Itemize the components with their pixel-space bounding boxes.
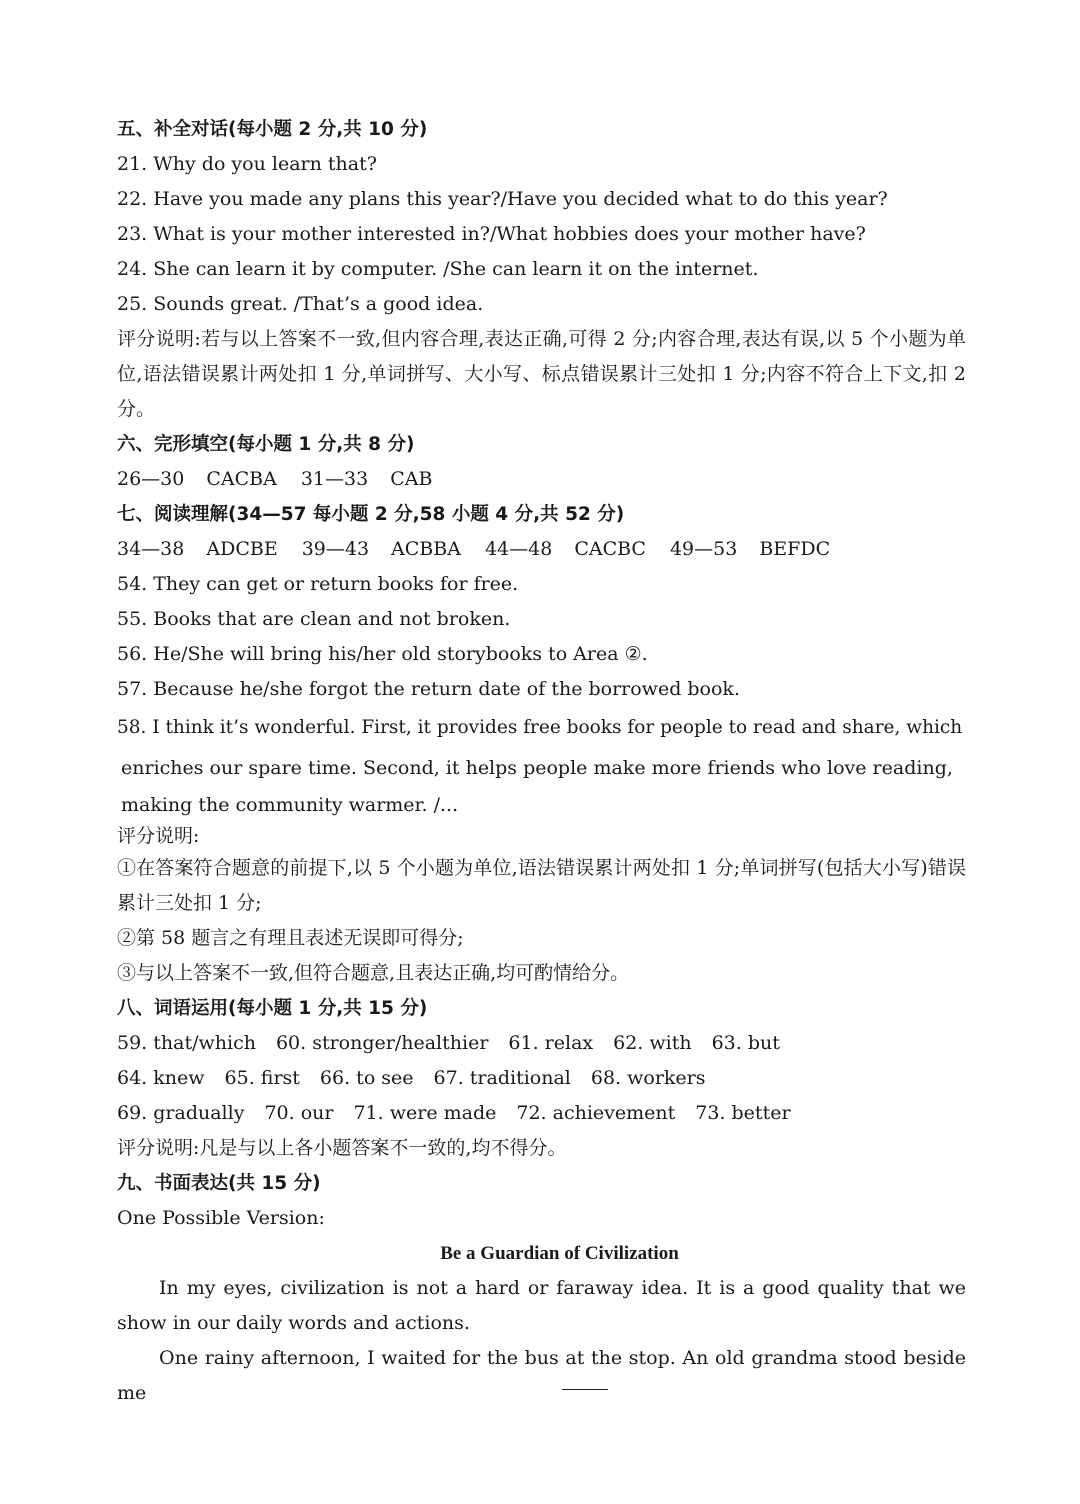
answer-65: 65. first (224, 1067, 300, 1089)
answer-25: 25. Sounds great. /That’s a good idea. (117, 293, 484, 315)
answers-34-38: ADCBE (206, 538, 278, 560)
answer-57: 57. Because he/she forgot the return date of the borrowed book. (117, 678, 740, 700)
word-use-row-3 (117, 1096, 966, 1131)
section-7-choice-answers (117, 532, 966, 567)
section-6-heading: 六、完形填空(每小题 1 分,共 8 分) (117, 434, 415, 455)
answer-22: 22. Have you made any plans this year?/Have you decided what to do this year? (117, 188, 888, 210)
answer-23: 23. What is your mother interested in?/What hobbies does your mother have? (117, 223, 866, 245)
answer-67: 67. traditional (433, 1067, 571, 1089)
answer-24: 24. She can learn it by computer. /She can learn it on the internet. (117, 258, 759, 280)
section-8-heading: 八、词语运用(每小题 1 分,共 15 分) (117, 998, 428, 1019)
answer-54: 54. They can get or return books for free. (117, 573, 519, 595)
word-use-row-1 (117, 1026, 966, 1061)
range-26-30: 26—30 (117, 468, 185, 490)
answer-64: 64. knew (117, 1067, 205, 1089)
answer-21: 21. Why do you learn that? (117, 153, 377, 175)
answer-56: 56. He/She will bring his/her old storybooks to Area ②. (117, 643, 648, 665)
answer-73: 73. better (695, 1102, 791, 1124)
answer-58-line-3: making the community warmer. /... (121, 794, 459, 816)
answers-44-48: CACBC (574, 538, 646, 560)
essay-paragraph-2: One rainy afternoon, I waited for the bus at the stop. An old grandma stood beside me (117, 1347, 966, 1404)
answers-26-30: CACBA (206, 468, 277, 490)
answer-68: 68. workers (590, 1067, 706, 1089)
answer-70: 70. our (264, 1102, 334, 1124)
answer-59: 59. that/which (117, 1032, 256, 1054)
page-footer-rule (562, 1389, 608, 1390)
section-6-answers (117, 462, 966, 497)
answer-61: 61. relax (508, 1032, 594, 1054)
answer-72: 72. achievement (516, 1102, 676, 1124)
range-31-33: 31—33 (300, 468, 369, 490)
answers-31-33: CAB (390, 468, 433, 490)
section-7-heading: 七、阅读理解(34—57 每小题 2 分,58 小题 4 分,共 52 分) (117, 504, 625, 525)
answer-62: 62. with (613, 1032, 692, 1054)
section-7-note-label: 评分说明: (117, 825, 200, 847)
essay-title: Be a Guardian of Civilization (440, 1243, 679, 1264)
range-34-38: 34—38 (117, 538, 185, 560)
answers-49-53: BEFDC (759, 538, 831, 560)
answer-69: 69. gradually (117, 1102, 245, 1124)
answer-71: 71. were made (353, 1102, 497, 1124)
answer-66: 66. to see (319, 1067, 414, 1089)
answer-55: 55. Books that are clean and not broken. (117, 608, 511, 630)
range-44-48: 44—48 (484, 538, 553, 560)
section-5-scoring-note: 评分说明:若与以上答案不一致,但内容合理,表达正确,可得 2 分;内容合理,表达有误,以 5 个小题为单位,语法错误累计两处扣 1 分,单词拼写、大小写、标点错误累计三处扣 1 分;内容不符合上下文,扣 2 分。 (117, 328, 966, 420)
section-7-note-3: ③与以上答案不一致,但符合题意,且表达正确,均可酌情给分。 (117, 962, 630, 984)
answers-39-43: ACBBA (391, 538, 461, 560)
range-39-43: 39—43 (301, 538, 370, 560)
range-49-53: 49—53 (669, 538, 738, 560)
answer-58-line-1: 58. I think it’s wonderful. First, it provides free books for people to read and share, which (117, 717, 963, 738)
essay-paragraph-1: In my eyes, civilization is not a hard or faraway idea. It is a good quality that we show in our daily words and actions. (117, 1277, 966, 1334)
answer-63: 63. but (711, 1032, 780, 1054)
section-7-note-1: ①在答案符合题意的前提下,以 5 个小题为单位,语法错误累计两处扣 1 分;单词拼写(包括大小写)错误累计三处扣 1 分; (117, 857, 966, 914)
section-9-heading: 九、书面表达(共 15 分) (117, 1173, 321, 1194)
section-5-heading: 五、补全对话(每小题 2 分,共 10 分) (117, 119, 428, 140)
answer-60: 60. stronger/healthier (275, 1032, 489, 1054)
section-7-note-2: ②第 58 题言之有理且表述无误即可得分; (117, 927, 464, 949)
answer-58-line-2: enriches our spare time. Second, it helps people make more friends who love reading, (121, 757, 953, 779)
word-use-row-2 (117, 1061, 966, 1096)
possible-version-label: One Possible Version: (117, 1207, 325, 1229)
section-8-scoring-note: 评分说明:凡是与以上各小题答案不一致的,均不得分。 (117, 1137, 567, 1159)
